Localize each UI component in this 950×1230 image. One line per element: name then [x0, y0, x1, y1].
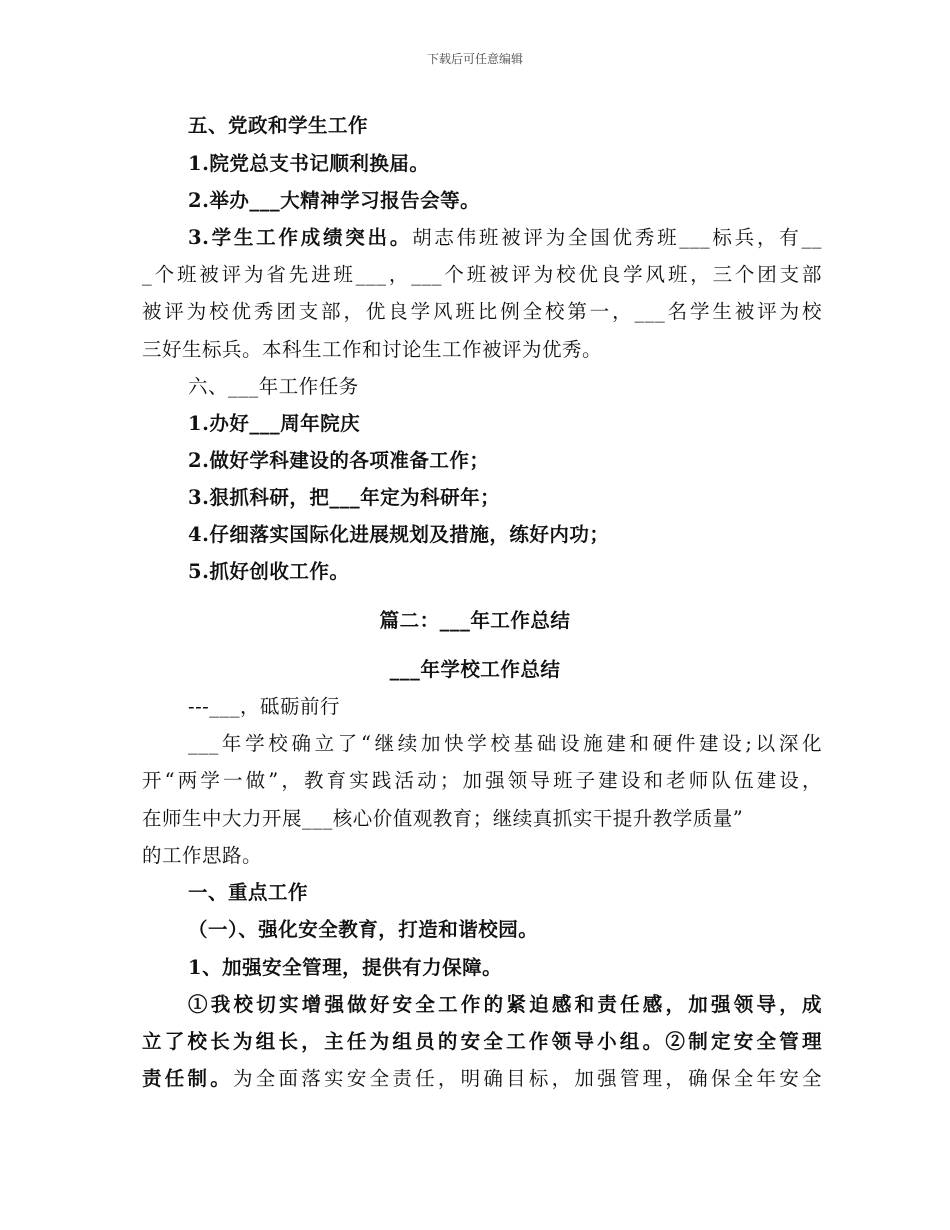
safety-item-1: 1、加强安全管理，提供有力保障。 — [188, 956, 503, 979]
section-five-item-1: 1.院党总支书记顺利换届。 — [188, 152, 430, 175]
safety-subheading: （一）、强化安全教育，打造和谐校园。 — [188, 918, 539, 941]
key-work-heading: 一、重点工作 — [188, 881, 309, 904]
safety-paragraph-lead: 责任制。 — [142, 1067, 234, 1090]
section-five-title: 五、党政和学生工作 — [188, 114, 369, 137]
motto-line: ---___，砥砺前行 — [188, 695, 341, 718]
page-header: 下载后可任意编辑 — [426, 52, 523, 66]
safety-paragraph-line-3 — [142, 1066, 822, 1092]
section-five-item-3-line-2: _个班被评为省先进班___，___个班被评为校优良学风班，三个团支部 — [142, 263, 822, 286]
section-six-item-5: 5.抓好创收工作。 — [188, 560, 350, 583]
intro-line-4: 的工作思路。 — [142, 844, 263, 867]
part-two-heading: 篇二：___年工作总结 — [379, 609, 571, 632]
intro-line-3: 在师生中大力开展___核心价值观教育；继续真抓实干提升教学质量” — [142, 807, 744, 830]
section-five-item-2: 2.举办___大精神学习报告会等。 — [188, 189, 481, 212]
section-five-item-3-line-1 — [188, 225, 822, 251]
section-six-item-3: 3.狠抓科研，把___年定为科研年； — [188, 486, 501, 509]
intro-line-1: ___年学校确立了“继续加快学校基础设施建和硬件建设;以深化 — [188, 732, 822, 755]
section-six-item-4: 4.仔细落实国际化进展规划及措施，练好内功； — [188, 523, 610, 546]
part-two-subheading: ___年学校工作总结 — [389, 658, 561, 681]
section-five-item-3-text: 胡志伟班被评为全国优秀班___标兵，有__ — [412, 226, 822, 249]
safety-paragraph-text: 为全面落实安全责任，明确目标，加强管理，确保全年安全 — [233, 1067, 822, 1090]
section-six-item-2: 2.做好学科建设的各项准备工作； — [188, 449, 490, 472]
section-five-item-3-line-4: 三好生标兵。本科生工作和讨论生工作被评为优秀。 — [142, 338, 603, 361]
section-five-item-3-lead: 3.学生工作成绩突出。 — [188, 226, 413, 249]
section-five-item-3-line-3: 被评为校优秀团支部，优良学风班比例全校第一，___名学生被评为校 — [142, 300, 822, 323]
safety-paragraph-line-1: ①我校切实增强做好安全工作的紧迫感和责任感，加强领导，成 — [188, 993, 822, 1016]
section-six-item-1: 1.办好___周年院庆 — [188, 412, 361, 435]
safety-paragraph-line-2: 立了校长为组长，主任为组员的安全工作领导小组。②制定安全管理 — [142, 1030, 822, 1053]
section-six-title: 六、___年工作任务 — [188, 375, 359, 398]
intro-line-2: 开“两学一做”，教育实践活动；加强领导班子建设和老师队伍建设， — [142, 769, 822, 792]
